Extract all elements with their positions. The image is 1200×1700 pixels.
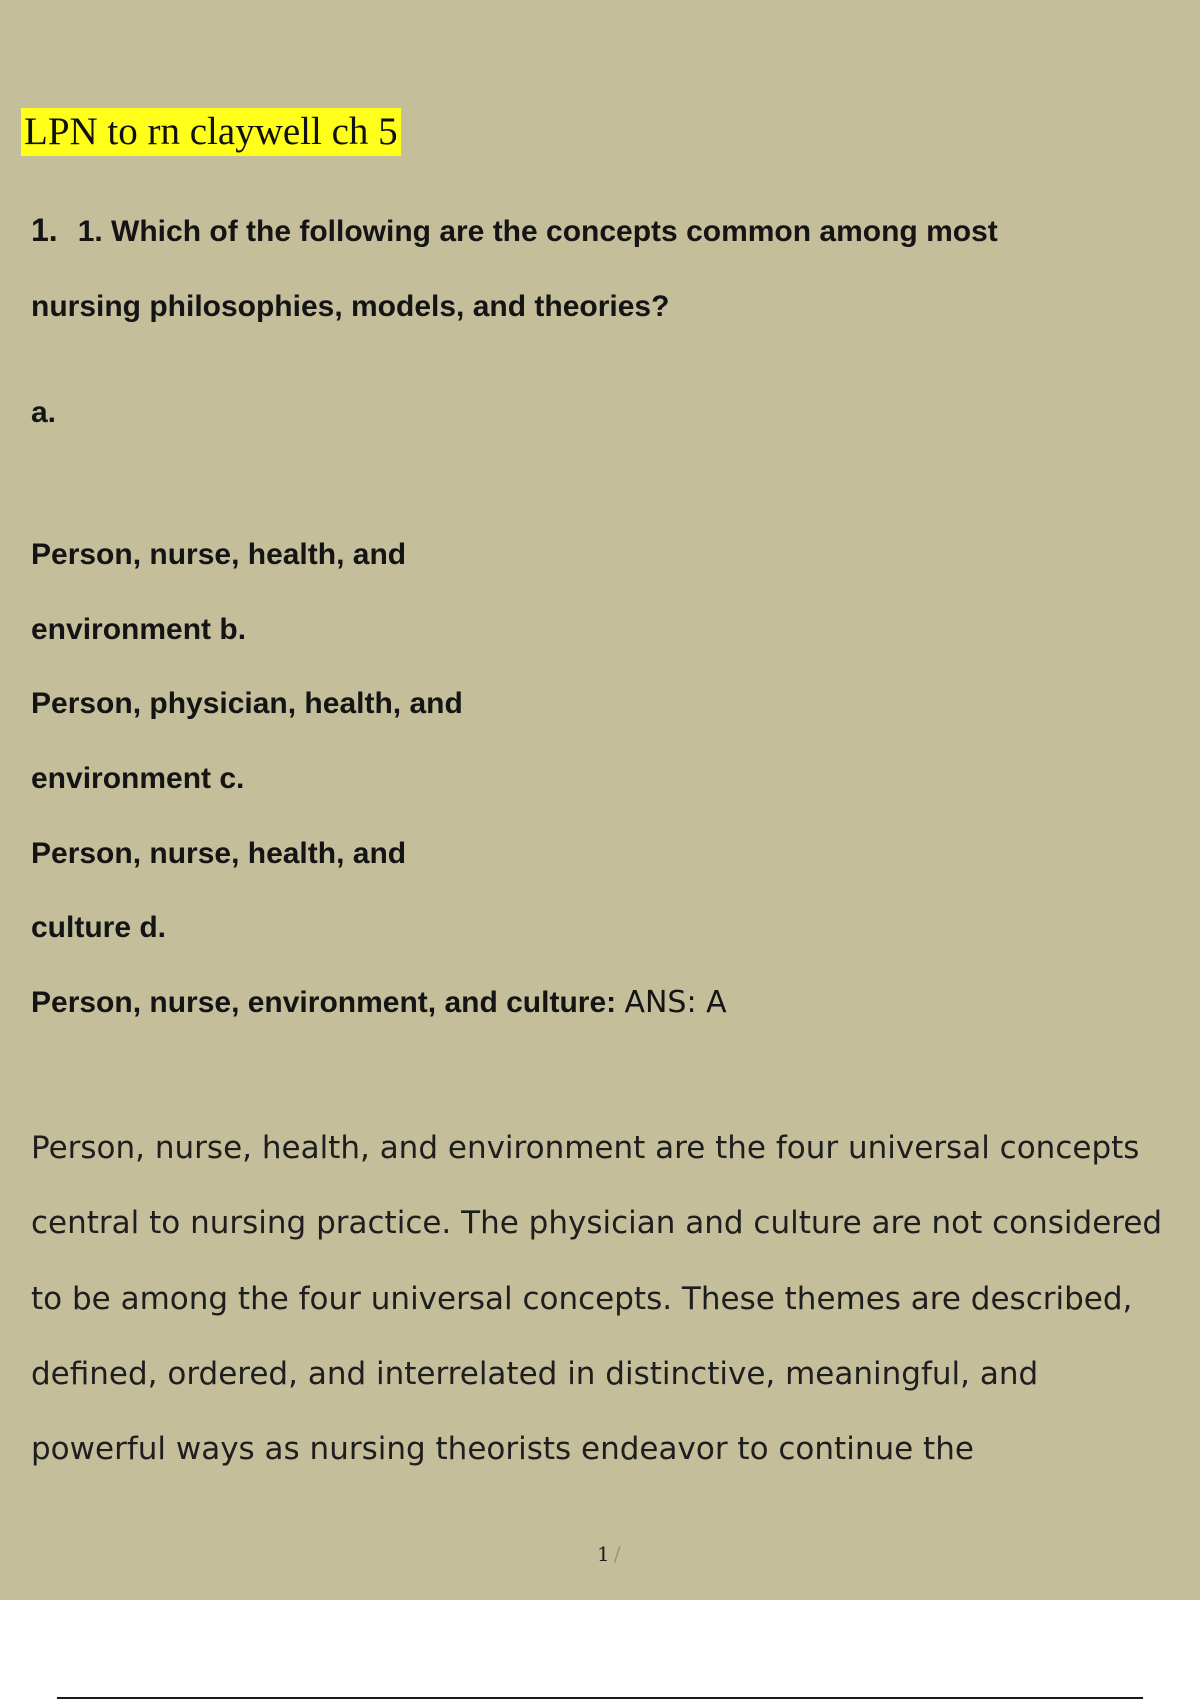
rationale-line-1: Person, nurse, health, and environment are the four universal concepts (31, 1130, 1140, 1166)
option-line-2: Person, nurse, health, and (31, 538, 407, 571)
rationale-line-4: defined, ordered, and interrelated in distinctive, meaningful, and (31, 1356, 1039, 1392)
answer-key: ANS: A (624, 985, 727, 1020)
footer-divider (57, 1697, 1143, 1699)
option-line-last (31, 985, 727, 1021)
option-line-4: Person, physician, health, and (31, 687, 463, 720)
question-stem-text-1: 1. Which of the following are the concepts common among most (77, 215, 998, 248)
rationale-line-2: central to nursing practice. The physician and culture are not considered (31, 1205, 1163, 1241)
page-number-value: 1 (597, 1542, 610, 1566)
option-line-5: environment c. (31, 762, 245, 795)
rationale-line-5: powerful ways as nursing theorists endeavor to continue the (31, 1431, 974, 1467)
option-line-7: culture d. (31, 911, 167, 944)
option-line-1: a. (31, 396, 57, 429)
last-option-text: Person, nurse, environment, and culture: (31, 986, 617, 1019)
page-number-separator: / (613, 1542, 621, 1566)
question-stem-line-2: nursing philosophies, models, and theories? (31, 290, 670, 323)
option-line-3: environment b. (31, 613, 247, 646)
question-stem-line-1 (31, 212, 998, 250)
rationale-line-3: to be among the four universal concepts. These themes are described, (31, 1281, 1133, 1317)
document-title: LPN to rn claywell ch 5 (21, 108, 401, 156)
page-number (597, 1541, 620, 1567)
question-number: 1. (31, 212, 58, 248)
option-line-6: Person, nurse, health, and (31, 837, 407, 870)
